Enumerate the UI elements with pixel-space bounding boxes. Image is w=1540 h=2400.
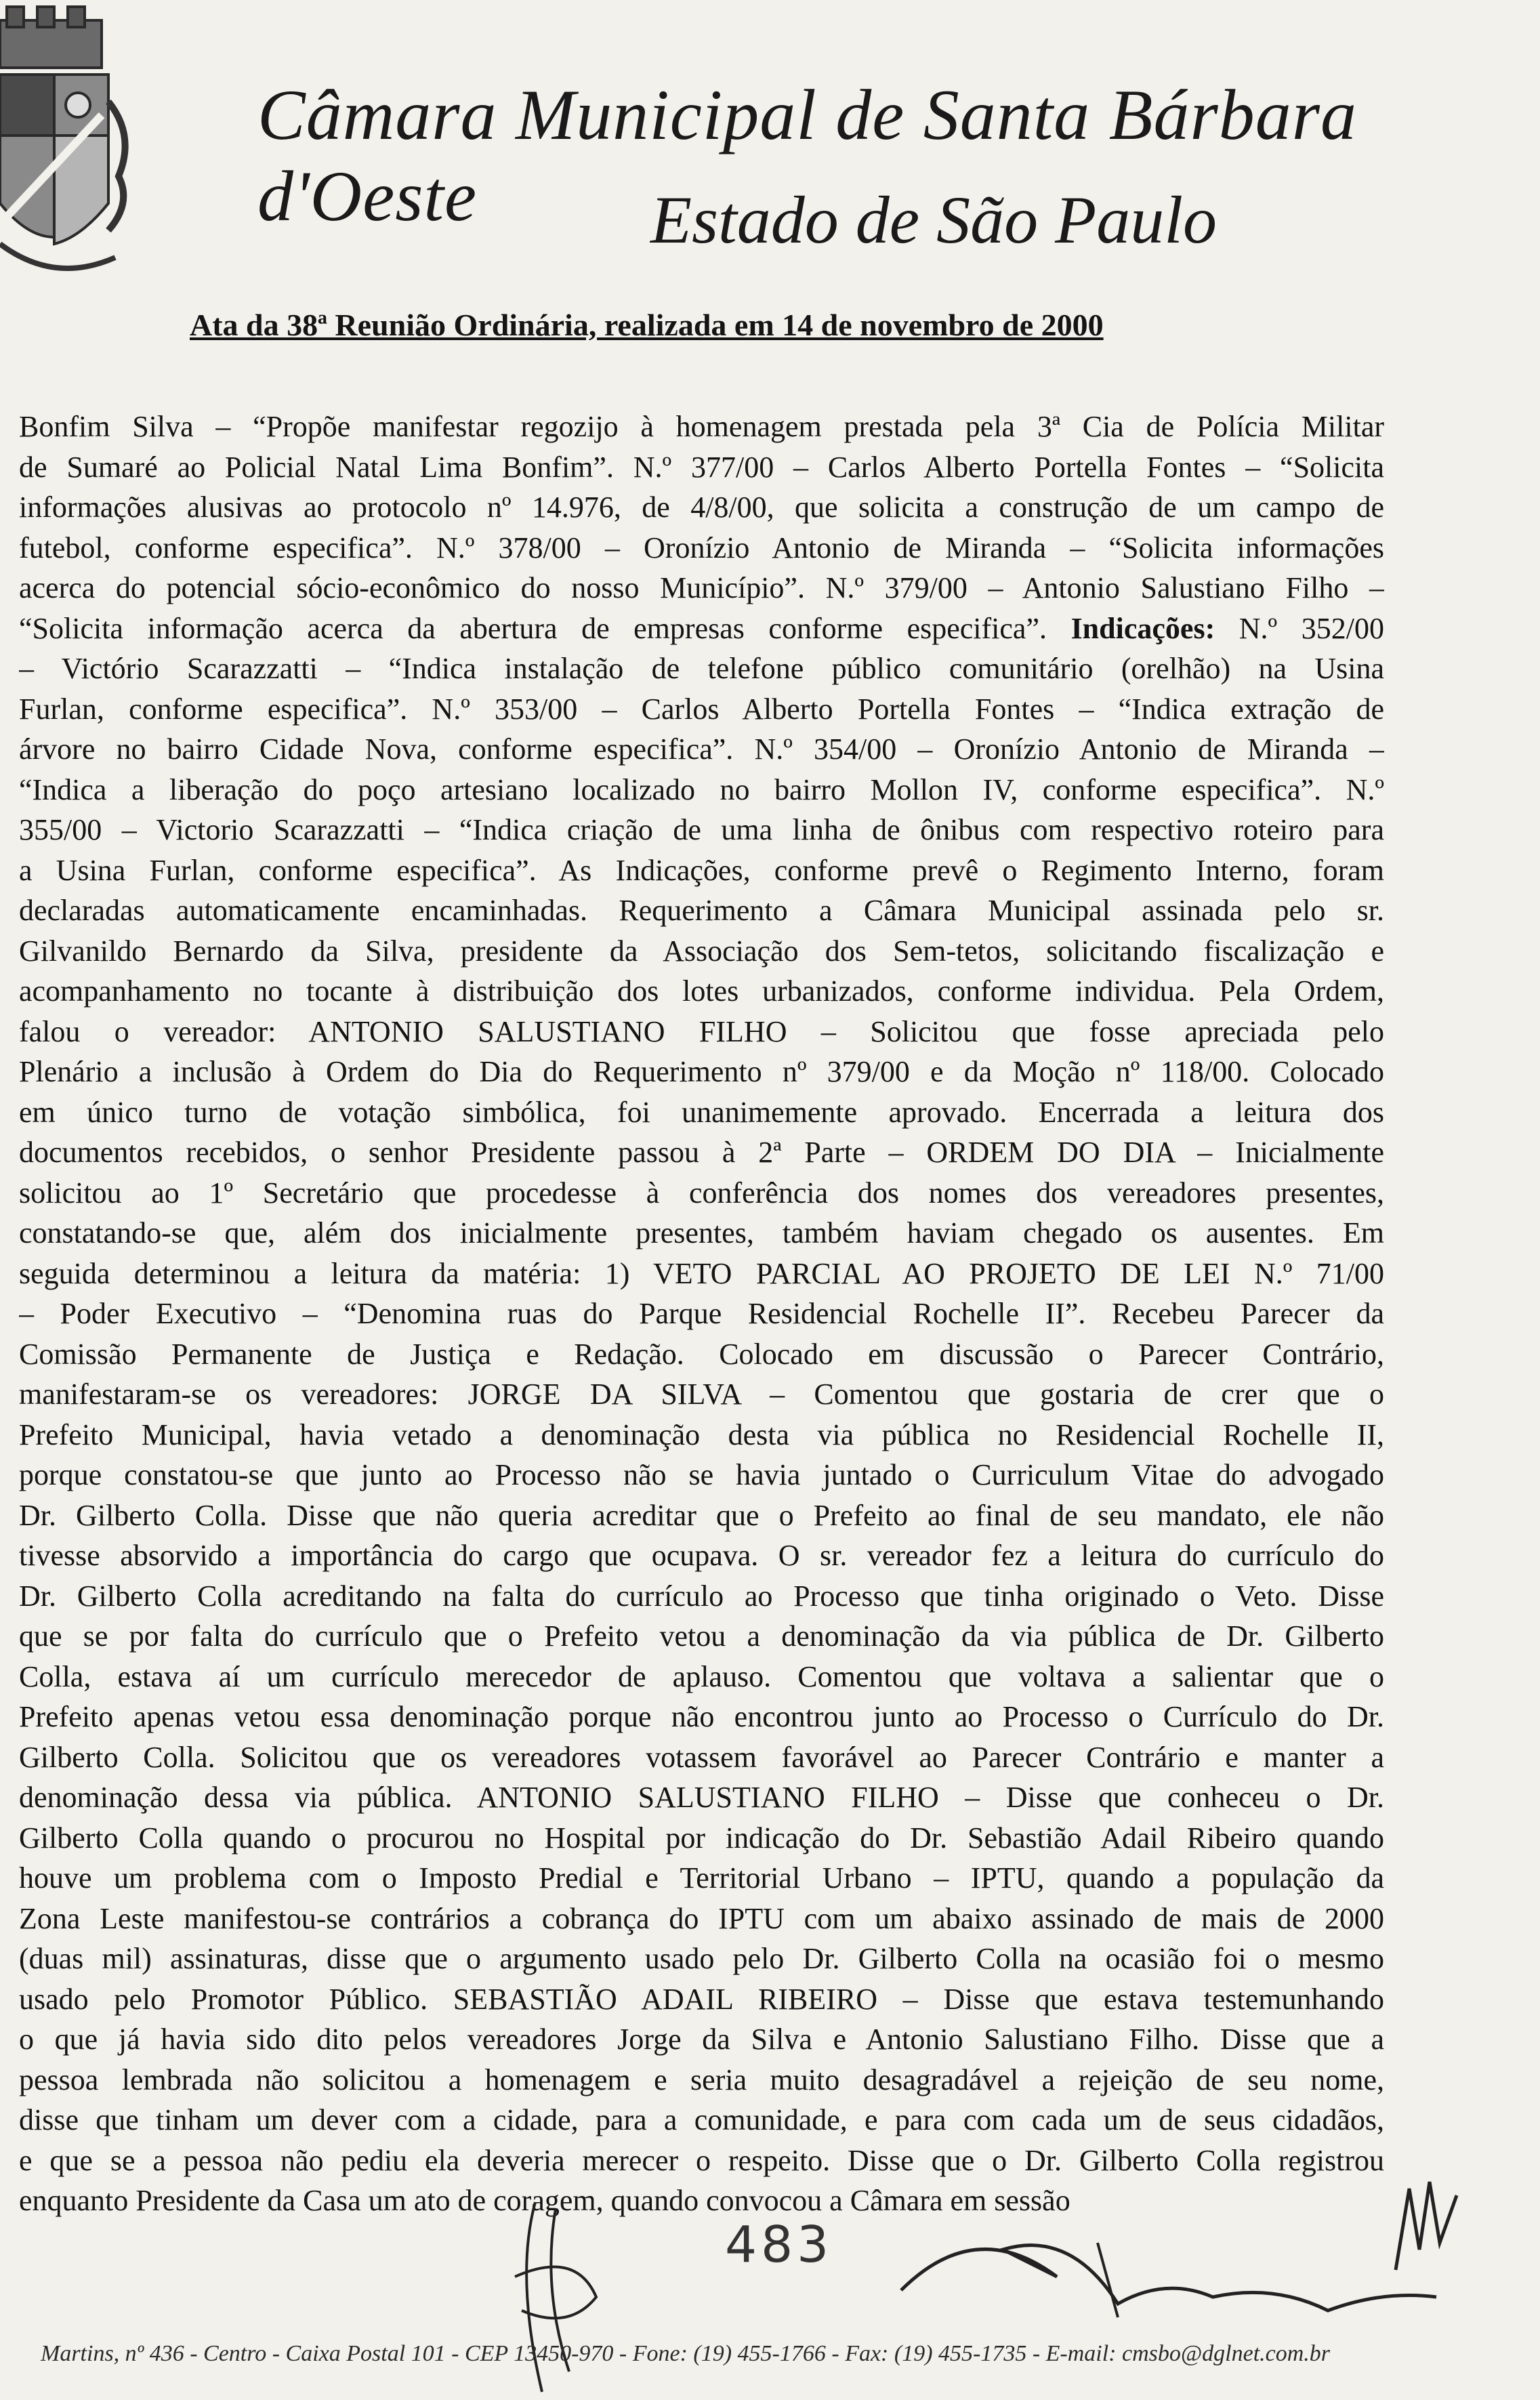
minutes-line: acerca do potencial sócio-econômico do nosso Município”. N.º 379/00 – Antonio Salustiano Filho –	[19, 571, 1384, 604]
emphasized-term: Indicações:	[1070, 611, 1215, 645]
minutes-line: disse que tinham um dever com a cidade, para a comunidade, e para com cada um de seus cidadãos,	[19, 2103, 1384, 2136]
minutes-line: Gilberto Colla quando o procurou no Hospital por indicação do Dr. Sebastião Adail Ribeiro quando	[19, 1821, 1384, 1855]
minutes-line: denominação dessa via pública. ANTONIO SALUSTIANO FILHO – Disse que conheceu o Dr.	[19, 1781, 1384, 1814]
minutes-line: Dr. Gilberto Colla acreditando na falta do currículo ao Processo que tinha originado o Veto. Disse	[19, 1579, 1384, 1613]
minutes-line: Prefeito apenas vetou essa denominação porque não encontrou junto ao Processo o Currículo do Dr.	[19, 1700, 1384, 1733]
minutes-line: Dr. Gilberto Colla. Disse que não queria acreditar que o Prefeito ao final de seu mandato, ele não	[19, 1498, 1384, 1532]
chamber-name-title: Câmara Municipal de Santa Bárbara d'Oeste	[257, 75, 1357, 236]
minutes-line: a Usina Furlan, conforme especifica”. As Indicações, conforme prevê o Regimento Interno, foram	[19, 853, 1384, 887]
minutes-line: tivesse absorvido a importância do cargo que ocupava. O sr. vereador fez a leitura do currículo do	[19, 1539, 1384, 1572]
state-name-title: Estado de São Paulo	[650, 182, 1218, 257]
minutes-line: 355/00 – Victorio Scarazzatti – “Indica criação de uma linha de ônibus com respectivo roteiro para	[19, 813, 1384, 846]
minutes-line: – Victório Scarazzatti – “Indica instalação de telefone público comunitário (orelhão) na Usina	[19, 652, 1384, 685]
minutes-line: Gilvanildo Bernardo da Silva, presidente da Associação dos Sem-tetos, solicitando fiscalização e	[19, 934, 1384, 968]
minutes-line: que se por falta do currículo que o Prefeito vetou a denominação da via pública de Dr. Gilberto	[19, 1619, 1384, 1653]
minutes-line: informações alusivas ao protocolo nº 14.976, de 4/8/00, que solicita a construção de um campo de	[19, 491, 1384, 524]
minutes-line: documentos recebidos, o senhor Presidente passou à 2ª Parte – ORDEM DO DIA – Inicialmente	[19, 1136, 1384, 1169]
minutes-line: declaradas automaticamente encaminhadas. Requerimento a Câmara Municipal assinada pelo sr.	[19, 894, 1384, 927]
minutes-line: falou o vereador: ANTONIO SALUSTIANO FILHO – Solicitou que fosse apreciada pelo	[19, 1014, 1384, 1048]
footer-contact-line: Martins, nº 436 - Centro - Caixa Postal 101 - CEP 13450-970 - Fone: (19) 455-1766 - Fax: (19) 455-1735 - E-mail: cmsbo@dglnet.com.br	[41, 2341, 1331, 2366]
minutes-line: acompanhamento no tocante à distribuição dos lotes urbanizados, conforme individua. Pela Ordem,	[19, 974, 1384, 1008]
minutes-line: o que já havia sido dito pelos vereadores Jorge da Silva e Antonio Salustiano Filho. Disse que a	[19, 2023, 1384, 2056]
minutes-line: “Indica a liberação do poço artesiano localizado no bairro Mollon IV, conforme especifica”. N.º	[19, 772, 1384, 806]
minutes-line: em único turno de votação simbólica, foi unanimemente aprovado. Encerrada a leitura dos	[19, 1095, 1384, 1129]
minutes-line: – Poder Executivo – “Denomina ruas do Parque Residencial Rochelle II”. Recebeu Parecer da	[19, 1297, 1384, 1330]
minutes-line: Colla, estava aí um currículo merecedor de aplauso. Comentou que voltava a salientar que o	[19, 1659, 1384, 1693]
minutes-line: pessoa lembrada não solicitou a homenagem e seria muito desagradável a rejeição de seu nome,	[19, 2063, 1384, 2096]
minutes-line: Zona Leste manifestou-se contrários a cobrança do IPTU com um abaixo assinado de mais de 2000	[19, 1901, 1384, 1935]
minutes-line: houve um problema com o Imposto Predial e Territorial Urbano – IPTU, quando a população da	[19, 1861, 1384, 1895]
minutes-line: de Sumaré ao Policial Natal Lima Bonfim”. N.º 377/00 – Carlos Alberto Portella Fontes – “Solicita	[19, 450, 1384, 484]
minutes-line: manifestaram-se os vereadores: JORGE DA SILVA – Comentou que gostaria de crer que o	[19, 1378, 1384, 1411]
minutes-line: constatando-se que, além dos inicialmente presentes, também haviam chegado os ausentes. Em	[19, 1216, 1384, 1249]
minutes-line: Bonfim Silva – “Propõe manifestar regozijo à homenagem prestada pela 3ª Cia de Polícia Militar	[19, 410, 1384, 443]
minutes-line: futebol, conforme especifica”. N.º 378/00 – Oronízio Antonio de Miranda – “Solicita informações	[19, 531, 1384, 564]
minutes-line: e que se a pessoa não pediu ela deveria merecer o respeito. Disse que o Dr. Gilberto Colla registrou	[19, 2143, 1384, 2177]
minutes-line: Furlan, conforme especifica”. N.º 353/00 – Carlos Alberto Portella Fontes – “Indica extração de	[19, 692, 1384, 726]
minutes-line: árvore no bairro Cidade Nova, conforme especifica”. N.º 354/00 – Oronízio Antonio de Miranda –	[19, 732, 1384, 766]
minutes-heading: Ata da 38ª Reunião Ordinária, realizada em 14 de novembro de 2000	[190, 308, 1104, 342]
page-number: 483	[725, 2216, 833, 2274]
municipal-coat-of-arms	[0, 0, 136, 285]
handwritten-signature-center	[894, 2202, 1450, 2331]
minutes-line: seguida determinou a leitura da matéria: 1) VETO PARCIAL AO PROJETO DE LEI N.º 71/00	[19, 1256, 1384, 1290]
minutes-line: Gilberto Colla. Solicitou que os vereadores votassem favorável ao Parecer Contrário e manter a	[19, 1740, 1384, 1774]
minutes-line: Comissão Permanente de Justiça e Redação. Colocado em discussão o Parecer Contrário,	[19, 1337, 1384, 1371]
minutes-line: Prefeito Municipal, havia vetado a denominação desta via pública no Residencial Rochelle II,	[19, 1418, 1384, 1451]
minutes-line: (duas mil) assinaturas, disse que o argumento usado pelo Dr. Gilberto Colla na ocasião foi o mesmo	[19, 1942, 1384, 1975]
minutes-line: usado pelo Promotor Público. SEBASTIÃO ADAIL RIBEIRO – Disse que estava testemunhando	[19, 1982, 1384, 2016]
minutes-line: enquanto Presidente da Casa um ato de coragem, quando convocou a Câmara em sessão	[19, 2184, 1070, 2217]
minutes-body	[19, 407, 1384, 2221]
minutes-line: “Solicita informação acerca da abertura de empresas conforme especifica”. Indicações: N.º 352/00	[19, 611, 1384, 645]
minutes-line: solicitou ao 1º Secretário que procedesse à conferência dos nomes dos vereadores presentes,	[19, 1176, 1384, 1209]
minutes-line: porque constatou-se que junto ao Processo não se havia juntado o Curriculum Vitae do advogado	[19, 1458, 1384, 1491]
handwritten-initials-left	[495, 2195, 610, 2399]
minutes-line: Plenário a inclusão à Ordem do Dia do Requerimento nº 379/00 e da Moção nº 118/00. Colocado	[19, 1055, 1384, 1088]
